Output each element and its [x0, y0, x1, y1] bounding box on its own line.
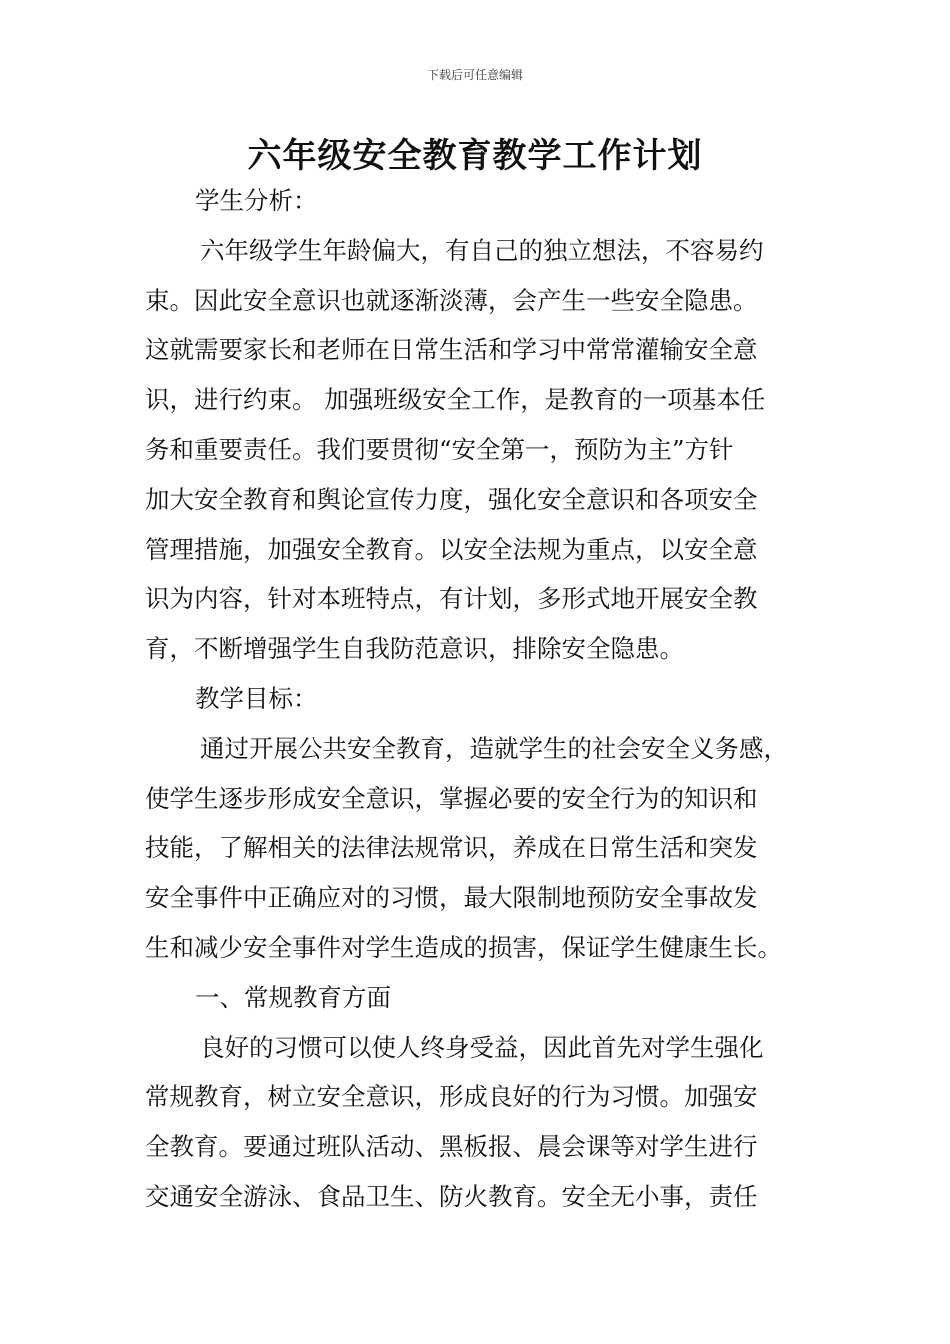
paragraph-line: 务和重要责任。我们要贯彻“安全第一，预防为主”方针 [145, 434, 734, 464]
section-heading: 学生分析： [195, 186, 318, 215]
paragraph-line: 加大安全教育和舆论宣传力度，强化安全意识和各项安全 [145, 484, 758, 514]
header-note: 下载后可任意编辑 [426, 68, 523, 82]
paragraph-line: 技能，了解相关的法律法规常识，养成在日常生活和突发 [145, 833, 758, 863]
paragraph-line: 使学生逐步形成安全意识，掌握必要的安全行为的知识和 [145, 783, 758, 813]
paragraph-line: 这就需要家长和老师在日常生活和学习中常常灌输安全意 [145, 335, 758, 365]
paragraph-line: 交通安全游泳、食品卫生、防火教育。安全无小事，责任 [145, 1181, 758, 1211]
paragraph-line: 六年级学生年龄偏大，有自己的独立想法，不容易约 [200, 235, 764, 265]
paragraph-line: 育，不断增强学生自我防范意识，排除安全隐患。 [145, 634, 684, 664]
paragraph-line: 生和减少安全事件对学生造成的损害，保证学生健康生长。 [145, 932, 782, 962]
paragraph-line: 良好的习惯可以使人终身受益，因此首先对学生强化 [200, 1032, 764, 1062]
paragraph-line: 束。因此安全意识也就逐渐淡薄，会产生一些安全隐患。 [145, 285, 758, 315]
paragraph-line: 识为内容，针对本班特点，有计划，多形式地开展安全教 [145, 584, 758, 614]
paragraph-line: 通过开展公共安全教育，造就学生的社会安全义务感， [200, 733, 788, 763]
document-title: 六年级安全教育教学工作计划 [247, 136, 703, 176]
paragraph-line: 常规教育，树立安全意识，形成良好的行为习惯。加强安 [145, 1082, 758, 1112]
paragraph-line: 识，进行约束。 加强班级安全工作，是教育的一项基本任 [145, 385, 766, 415]
paragraph-line: 安全事件中正确应对的习惯，最大限制地预防安全事故发 [145, 883, 758, 913]
section-heading: 一、常规教育方面 [195, 982, 391, 1012]
document-body [145, 176, 815, 1222]
paragraph-line: 全教育。要通过班队活动、黑板报、晨会课等对学生进行 [145, 1132, 758, 1162]
paragraph-line: 管理措施，加强安全教育。以安全法规为重点，以安全意 [145, 534, 758, 564]
section-heading: 教学目标： [195, 683, 318, 713]
